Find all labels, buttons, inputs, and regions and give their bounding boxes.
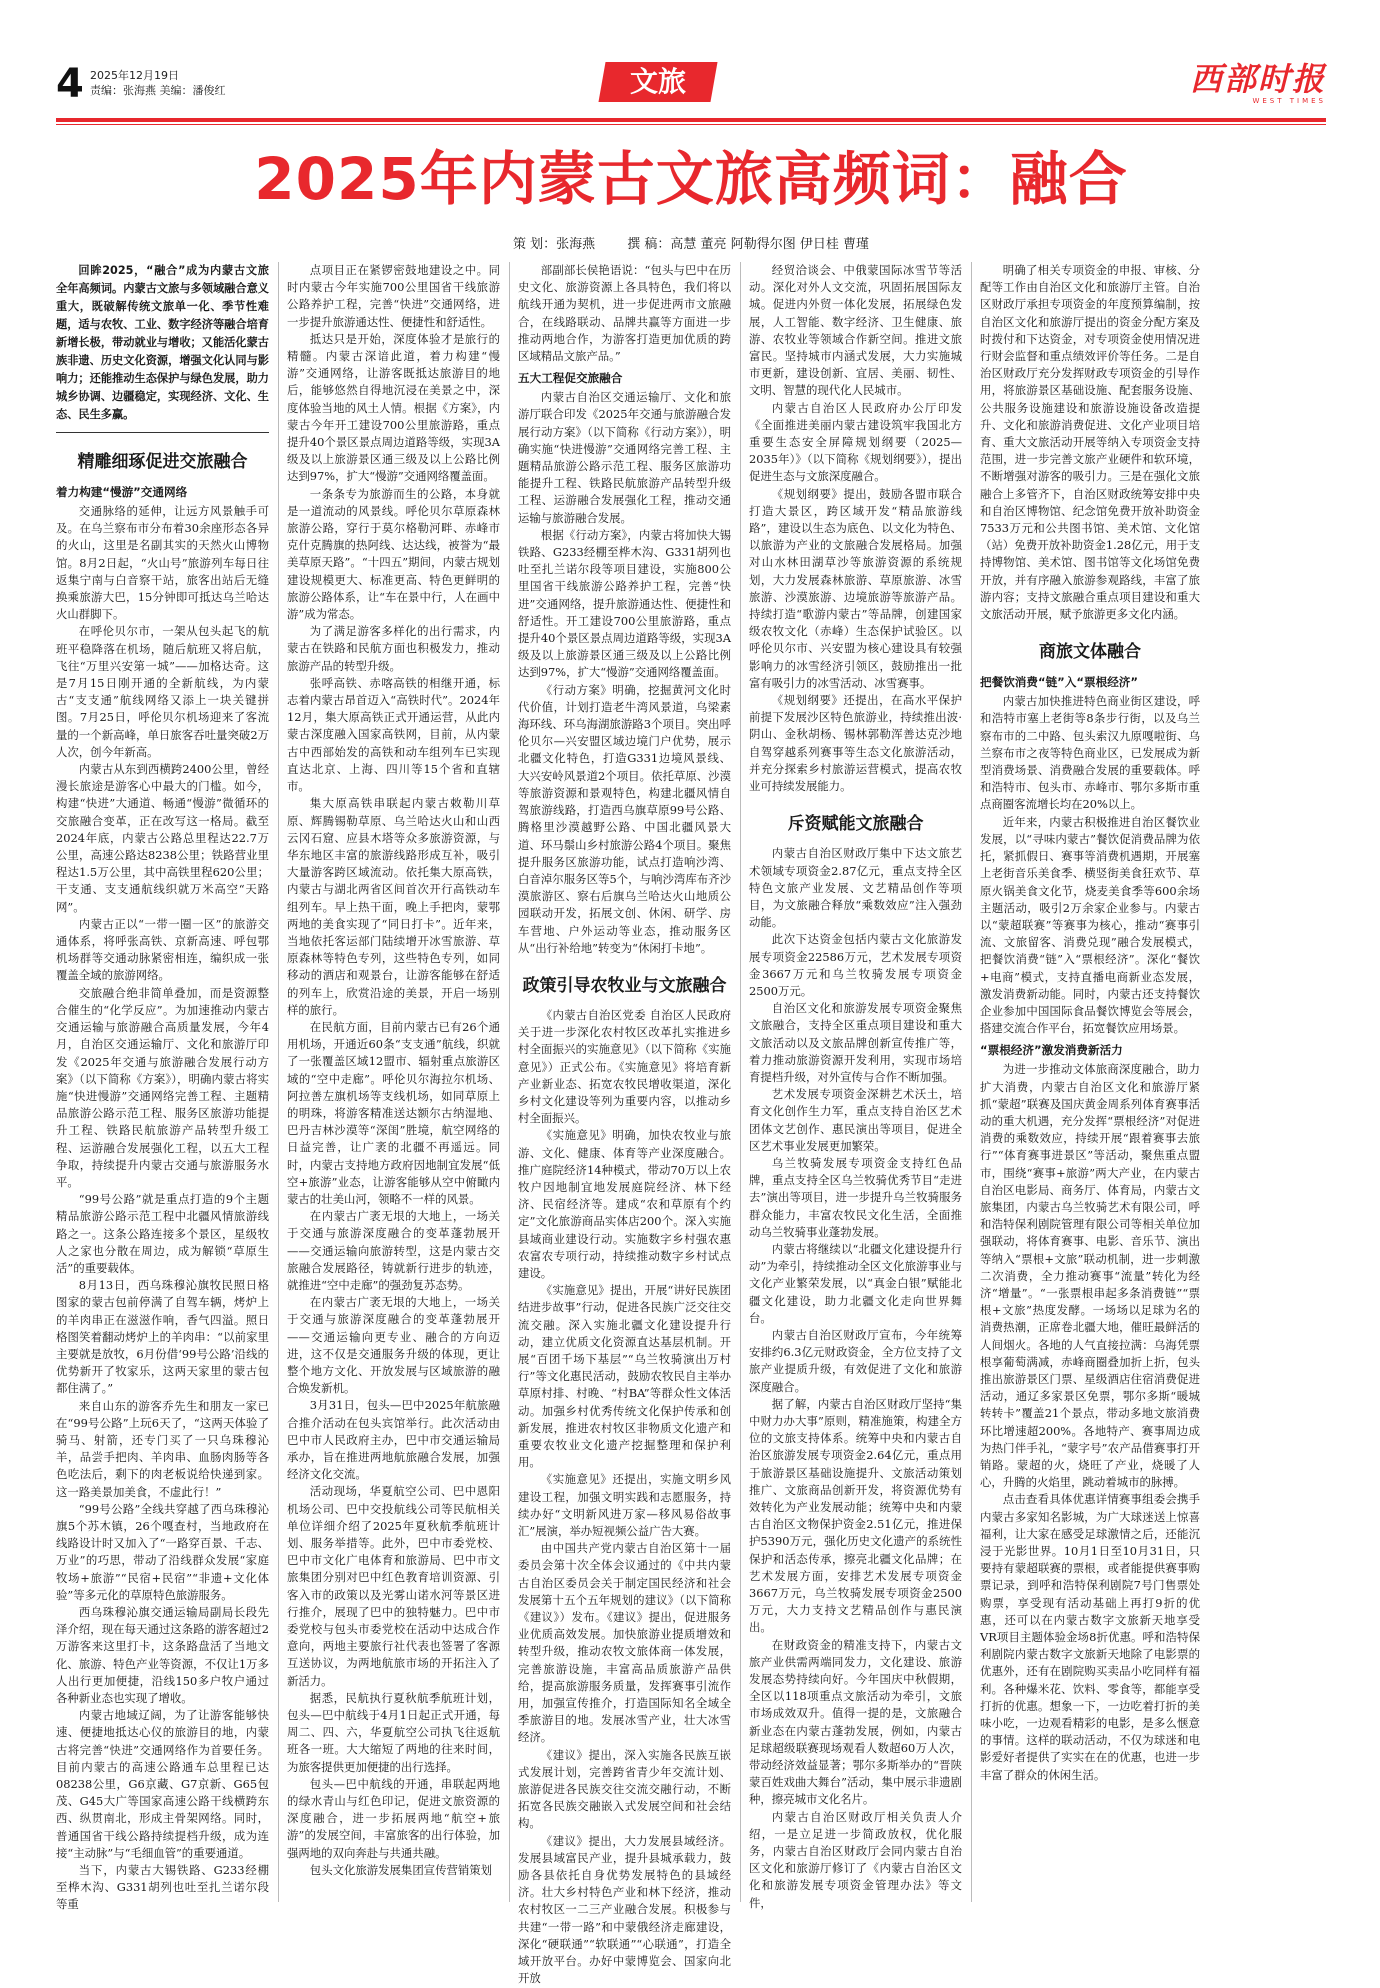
column-2 bbox=[287, 262, 500, 1902]
paragraph: 内蒙古加快推进特色商业街区建设，呼和浩特市塞上老街等8条步行街，以及乌兰察布市的二中路、包头索汉九原嘎啦街、乌兰察布市之夜等特色商业区，已发展成为新型消费场景、消费融合发展的重要载体。呼和浩特市、包头市、赤峰市、鄂尔多斯市重点商圈客流增长均在20%以上。 bbox=[980, 694, 1200, 812]
headline: 2025年内蒙古文旅高频词：融合 bbox=[254, 145, 1128, 213]
paragraph: 3月31日，包头—巴中2025年航旅融合推介活动在包头宾馆举行。此次活动由巴中市人民政府主办，巴中市交通运输局承办，旨在推进两地航旅融合发展，加强经济文化交流。 bbox=[287, 1398, 500, 1482]
logo-text: 西部时报 bbox=[1189, 60, 1326, 98]
column-5 bbox=[980, 262, 1200, 1902]
paragraph: 抵达只是开始，深度体验才是旅行的精髓。内蒙古深谙此道，着力构建“慢游”交通网络，让游客既抵达旅游目的地后，能够悠然自得地沉浸在美景之中，深度体验当地的风土人情。根据《方案》，内蒙古今年开工建设700公里旅游路，重点提升40个景区景点周边道路等级，实现3A级及以上旅游景区通三级及以上公路比例达到97%，扩大“慢游”交通网络覆盖面。 bbox=[287, 331, 500, 484]
column-3 bbox=[518, 262, 731, 1986]
article-body bbox=[287, 262, 500, 1879]
paragraph: 据了解，内蒙古自治区财政厅坚持“集中财力办大事”原则，精准施策，构建全方位的文旅支持体系。统筹中央和内蒙古自治区旅游发展专项资金2.64亿元，重点用于旅游景区基础设施提升、文旅活动策划推广、文旅商品创新开发，将资源优势有效转化为产业发展动能；统筹中央和内蒙古自治区文物保护资金2.51亿元，推进保护5390万元，强化历史文化遗产的系统性保护和活态传承，擦亮北疆文化品牌；在艺术发展方面，安排艺术发展专项资金3667万元，乌兰牧骑发展专项资金2500万元，大力支持文艺精品创作与惠民演出。 bbox=[749, 1396, 962, 1635]
article-body bbox=[980, 693, 1200, 1037]
newspaper-logo bbox=[1176, 62, 1326, 110]
article-body bbox=[749, 262, 962, 795]
paragraph: 自治区文化和旅游发展专项资金聚焦文旅融合，支持全区重点项目建设和重大文旅活动以及文旅品牌创新宣传推广等，着力推动旅游资源开发利用，实现市场培育提档升级，对外宣传与合作不断加强。 bbox=[749, 1001, 962, 1084]
paragraph: 内蒙古从东到西横跨2400公里，曾经漫长旅途是游客心中最大的门槛。如今，构建“快进”大通道、畅通“慢游”微循环的交旅融合变革，正在改写这一格局。截至2024年底，内蒙古公路总里程达22.7万公里，高速公路达8238公里；铁路营业里程达1.5万公里，其中高铁里程620公里；干支通、支支通航线织就万米高空“天路网”。 bbox=[56, 762, 269, 914]
paragraph: 西乌珠穆沁旗交通运输局副局长段先泽介绍，现在每天通过这条路的游客超过2万游客来这里打卡，这条路盘活了当地文化、旅游、特色产业等资源，不仅让1万多人出行更加便捷，沿线150多户牧户通过各种新业态也实现了增收。 bbox=[56, 1605, 269, 1706]
paragraph: 《实施意见》还提出，实施文明乡风建设工程，加强文明实践和志愿服务，持续办好“文明新风进万家—移风易俗故事汇”展演，举办短视频公益广告大赛。 bbox=[518, 1472, 731, 1539]
paragraph: 明确了相关专项资金的申报、审核、分配等工作由自治区文化和旅游厅主管。自治区财政厅承担专项资金的年度预算编制，按自治区文化和旅游厅提出的资金分配方案及时拨付和下达资金，对专项资金使用情况进行财会监督和重点绩效评价等任务。二是自治区财政厅充分发挥财政专项资金的引导作用，将旅游景区基础设施、配套服务设施、公共服务设施建设和旅游设施设备改造提升、文化和旅游消费促进、文化产业项目培育、重大文旅活动开展等纳入专项资金支持范围，进一步完善文旅产业硬件和软环境，不断增强对游客的吸引力。三是在强化文旅融合上多管齐下，自治区财政统筹安排中央和自治区博物馆、纪念馆免费开放补助资金7533万元和公共图书馆、美术馆、文化馆（站）免费开放补助资金1.28亿元，用于支持博物馆、美术馆、图书馆等文化场馆免费开放，并有序融入旅游参观路线，丰富了旅游内容；支持文旅融合重点项目建设和重大文旅活动开展，赋予旅游更多文化内涵。 bbox=[980, 263, 1200, 622]
paragraph: 在内蒙古广袤无垠的大地上，一场关于交通与旅游深度融合的变革蓬勃展开——交通运输向更专业、融合的方向迈进，这不仅是交通服务升级的体现，更让整个地方文化、开放发展与区域旅游的融合焕发新机。 bbox=[287, 1295, 500, 1396]
header-rule-thin bbox=[56, 124, 1326, 125]
paragraph: 交旅融合绝非简单叠加，而是资源整合催生的“化学反应”。为加速推动内蒙古交通运输与旅游融合高质量发展，今年4月，自治区交通运输厅、文化和旅游厅印发《2025年交通与旅游融合发展行动方案》（以下简称《方案》），明确内蒙古将实施“快进慢游”交通网络完善工程、主题精品旅游公路示范工程、服务区旅游功能提升工程、铁路民航旅游产品转型升级工程、运游融合发展强化工程，以五大工程争取，持续提升内蒙古交通与旅游服务水平。 bbox=[56, 985, 269, 1189]
paragraph: 《实施意见》提出，开展“讲好民族团结进步故事”行动，促进各民族广泛交往交流交融。深入实施北疆文化建设提升行动，建立优质文化资源直达基层机制。开展“百团千场下基层”“乌兰牧骑演出万村行”等文化惠民活动，鼓励农牧民自主举办草原村排、村晚、“村BA”等群众性文体活动。加强乡村优秀传统文化保护传承和创新发展，推进农村牧区非物质文化遗产和重要农牧业文化遗产挖掘整理和保护利用。 bbox=[518, 1283, 731, 1470]
paragraph: 根据《行动方案》，内蒙古将加快大锡铁路、G233经棚至桦木沟、G331胡列也吐至扎兰诺尔段等项目建设，实施800公里国省干线旅游公路养护工程，完善“快进”交通网络，提升旅游通达性、便捷性和舒适性。开工建设700公里旅游路，重点提升40个景区景点周边道路等级，实现3A级及以上旅游景区通三级及以上公路比例达到97%，扩大“慢游”交通网络覆盖面。 bbox=[518, 527, 731, 680]
paragraph: 《内蒙古自治区党委 自治区人民政府关于进一步深化农村牧区改革扎实推进乡村全面振兴的实施意见》（以下简称《实施意见》）正式公布。《实施意见》将培育新产业新业态、拓宽农牧民增收渠道，深化乡村文化建设等列为重要内容，以推动乡村全面振兴。 bbox=[518, 1007, 731, 1126]
paragraph: 为了满足游客多样化的出行需求，内蒙古在铁路和民航方面也积极发力，推动旅游产品的转型升级。 bbox=[287, 624, 500, 673]
paragraph: 点项目正在紧锣密鼓地建设之中。同时内蒙古今年实施700公里国省干线旅游公路养护工程，完善“快进”交通网络，进一步提升旅游通达性、便捷性和舒适性。 bbox=[287, 263, 500, 329]
paragraph: 在内蒙古广袤无垠的大地上，一场关于交通与旅游深度融合的变革蓬勃展开——交通运输向旅游转型，这是内蒙古交旅融合发展路径，铸就新行进步的轨迹，就推进“空中走廊”的强劲复苏态势。 bbox=[287, 1209, 500, 1292]
paragraph: 此次下达资金包括内蒙古文化旅游发展专项资金22586万元，艺术发展专项资金3667万元和乌兰牧骑发展专项资金2500万元。 bbox=[749, 932, 962, 998]
column-4 bbox=[749, 262, 962, 1910]
paragraph: “99号公路”就是重点打造的9个主题精品旅游公路示范工程中北疆风情旅游线路之一。这条公路连接多个景区，星级牧人之家也分散在周边，成为解锁“草原生活”的重要载体。 bbox=[56, 1192, 269, 1275]
page-header bbox=[56, 62, 1326, 116]
paragraph: 据悉，民航执行夏秋航季航班计划，包头—巴中航线于4月1日起正式开通，每周二、四、六，华夏航空公司执飞往返航班各一班。大大缩短了两地的往来时间，为旅客提供更加便捷的出行选择。 bbox=[287, 1690, 500, 1774]
paragraph: 包头文化旅游发展集团宣传营销策划 bbox=[309, 1862, 493, 1877]
paragraph: 集大原高铁串联起内蒙古敕勒川草原、辉腾锡勒草原、乌兰哈达火山和山西云冈石窟、应县木塔等众多旅游资源，与华东地区丰富的旅游线路形成互补，吸引大量游客跨区域流动。依托集大原高铁，内蒙古与湖北两省区间首次开行高铁动车组列车。早上热干面，晚上手把肉，蒙鄂两地的美食实现了“同日打卡”。近年来，当地依托客运部门陆续增开冰雪旅游、草原森林等特色专列，这些特色专列，如同移动的酒店和观景台，让游客能够在舒适的列车上，欣赏沿途的美景，开启一场别样的旅行。 bbox=[287, 796, 500, 1017]
logo-subtext: WEST TIMES bbox=[1252, 97, 1326, 105]
byline bbox=[56, 233, 1326, 252]
paragraph: 乌兰牧骑发展专项资金支持红色品牌，重点支持全区乌兰牧骑优秀节目“走进去”演出等项目，进一步提升乌兰牧骑服务群众能力，丰富农牧民文化生活，全面推动乌兰牧骑事业蓬勃发展。 bbox=[749, 1155, 962, 1239]
paragraph: 包头—巴中航线的开通，串联起两地的绿水青山与红色印记，促进文旅资源的深度融合，进一步拓展两地“航空+旅游”的发展空间，丰富旅客的出行体验，加强两地的双向奔赴与共通共融。 bbox=[287, 1776, 500, 1860]
header-rule bbox=[56, 118, 1326, 122]
column-divider bbox=[278, 262, 279, 1902]
column-1 bbox=[56, 262, 269, 1912]
article-body bbox=[518, 389, 731, 957]
paragraph: 经贸洽谈会、中俄蒙国际冰雪节等活动。深化对外人文交流，巩固拓展国际友城。促进内外贸一体化发展，拓展绿色发展，人工智能、数字经济、卫生健康、旅游、农牧业等领域合作新空间。推进文旅富民。坚持城市内涵式发展，大力实施城市更新，建设创新、宜居、美丽、韧性、文明、智慧的现代化人民城市。 bbox=[749, 263, 962, 398]
editors-credit: 责编：张海燕 美编：潘俊红 bbox=[90, 84, 226, 97]
paragraph: 内蒙古自治区财政厅相关负责人介绍，一是立足进一步简政放权，优化服务，内蒙古自治区财政厅会同内蒙古自治区文化和旅游厅修订了《内蒙古自治区文化和旅游发展专项资金管理办法》等文件， bbox=[749, 1809, 962, 1910]
paragraph: 由中国共产党内蒙古自治区第十一届委员会第十次全体会议通过的《中共内蒙古自治区委员会关于制定国民经济和社会发展第十五个五年规划的建议》（以下简称《建议》）发布。《建议》提出，促进服务业优质高效发展。加快旅游业提质增效和转型升级，推动农牧文旅体商一体发展，完善旅游设施，丰富高品质旅游产品供给，提高旅游服务质量，发挥赛事引流作用，加强宣传推介，打造国际知名全域全季旅游目的地。发展冰雪产业，壮大冰雪经济。 bbox=[518, 1541, 731, 1745]
paragraph: 内蒙古地域辽阔，为了让游客能够快速、便捷地抵达心仪的旅游目的地，内蒙古将完善“快进”交通网络作为首要任务。目前内蒙古的高速公路通车总里程已达08238公里，G6京藏、G7京新、G65包茂、G45大广等国家高速公路干线横跨东西、纵贯南北，形成主骨架网络。同时，普通国省干线公路持续提档升级，成为连接“主动脉”与“毛细血管”的重要通道。 bbox=[56, 1708, 269, 1860]
paragraph: 来自山东的游客乔先生和朋友一家已在“99号公路”上玩6天了，“这两天体验了骑马、射箭，还专门买了一只乌珠穆沁羊，品尝手把肉、羊肉串、血肠肉肠等各色吃法后，剩下的肉老板说给快递到家。这一路美景加美食，不虚此行！” bbox=[56, 1398, 269, 1499]
planner-credit: 策 划：张海燕 bbox=[513, 237, 596, 252]
lead-paragraph: 回眸2025，“融合”成为内蒙古文旅全年高频词。内蒙古文旅与多领域融合意义重大，既破解传统文旅单一化、季节性难题，适与农牧、工业、数字经济等融合培育新增长极，带动就业与增收；又能活化蒙古族非遗、历史文化资源，增强文化认同与影响力；还能推动生态保护与绿色发展，助力城乡协调、边疆稳定，实现经济、文化、生态、民生多赢。 bbox=[56, 264, 269, 421]
paragraph: 艺术发展专项资金深耕艺术沃土，培育文化创作生力军，重点支持自治区艺术团体文艺创作、惠民演出等项目，促进全区艺术事业发展更加繁荣。 bbox=[749, 1087, 962, 1153]
paragraph: 内蒙古正以“一带一圈一区”的旅游交通体系，将呼张高铁、京新高速、呼包鄂机场群等交通动脉紧密相连，编织成一张覆盖全域的旅游网络。 bbox=[56, 916, 269, 983]
paragraph: 《实施意见》明确，加快农牧业与旅游、文化、健康、体育等产业深度融合。推广庭院经济14种模式，带动70万以上农牧户因地制宜地发展庭院经济、林下经济、民宿经济等。建成“农和草原有个约定”文化旅游商品实体店200个。深入实施县域商业建设行动。实施数字乡村强农惠农富农专项行动，持续推动数字乡村试点建设。 bbox=[518, 1128, 731, 1280]
column-divider bbox=[509, 262, 510, 1902]
article-body bbox=[56, 503, 269, 1914]
subheading: “票根经济”激发消费新活力 bbox=[980, 1043, 1123, 1058]
article-body bbox=[518, 262, 731, 365]
paragraph: 内蒙古自治区财政厅集中下达文旅艺术领域专项资金2.87亿元，重点支持全区特色文旅产业发展、文艺精品创作等项目，为文旅融合释放“乘数效应”注入强劲动能。 bbox=[749, 846, 962, 930]
paragraph: 内蒙古将继续以“北疆文化建设提升行动”为牵引，持续推动全区文化旅游事业与文化产业繁荣发展，以“真金白银”赋能北疆文化建设，助力北疆文化走向世界舞台。 bbox=[749, 1241, 962, 1325]
writers-credit: 撰 稿：高慧 董亮 阿勒得尔图 伊日桂 曹瑾 bbox=[627, 237, 869, 252]
paragraph: 在民航方面，目前内蒙古已有26个通用机场，开通近60条“支支通”航线，织就了一张覆盖区域12盟市、辐射重点旅游区域的“空中走廊”。呼伦贝尔海拉尔机场、阿拉善左旗机场等支线机场，如同草原上的明珠，将游客精准送达额尔古纳湿地、巴丹吉林沙漠等“深闺”胜境，航空网络的日益完善，让广袤的北疆不再遥远。同时，内蒙古支持地方政府因地制宜发展“低空+旅游”业态，让游客能够从空中俯瞰内蒙古的壮美山河，领略不一样的风景。 bbox=[287, 1019, 500, 1206]
paragraph: 内蒙古自治区人民政府办公厅印发《全面推进美丽内蒙古建设筑牢我国北方重要生态安全屏障规划纲要（2025—2035年）》（以下简称《规划纲要》），提出促进生态与文旅深度融合。 bbox=[749, 400, 962, 484]
page-number: 4 bbox=[56, 61, 84, 107]
section-heading: 商旅文体融合 bbox=[1039, 642, 1141, 663]
paragraph: 点击查看具体优惠详情赛事组委会携手内蒙古多家知名影城，为广大球迷送上惊喜福利，让大家在感受足球激情之后，还能沉浸于光影世界。10月1日至10月31日，只要持有蒙超联赛的票根，或者能提供赛事购票记录，到呼和浩特保利剧院7号门售票处购票，享受现有活动基础上再打9折的优惠，还可以在内蒙古数字文旅新天地享受VR项目主题体验金场8折优惠。呼和浩特保利剧院内蒙古数字文旅新天地除了电影票的优惠外，还有在剧院购买卖品小吃同样有福利。各种爆米花、饮料、零食等，都能享受打折的优惠。想象一下，一边吃着打折的美味小吃，一边观看精彩的电影，是多么惬意的事情。这样的联动活动，不仅为球迷和电影爱好者提供了实实在在的优惠，也进一步丰富了群众的休闲生活。 bbox=[980, 1492, 1200, 1782]
lead-box bbox=[56, 262, 269, 433]
column-divider bbox=[971, 262, 972, 1902]
article-body bbox=[980, 262, 1200, 623]
paragraph: 《行动方案》明确，挖掘黄河文化时代价值，计划打造老牛湾风景道，乌梁素海环线、环乌海湖旅游路3个项目。突出呼伦贝尔—兴安盟区域边境门户优势，展示北疆文化特色，打造G331边境风景线、大兴安岭风景道2个项目。依托草原、沙漠等旅游资源和景观特色，构建北疆风情自驾旅游线路，打造西乌旗草原99号公路、腾格里沙漠越野公路、中国北疆风景大道、环马鬃山乡村旅游公路4个项目。聚焦提升服务区旅游功能，试点打造响沙湾、白音淖尔服务区等5个，与响沙湾库布齐沙漠旅游区、察右后旗乌兰哈达火山地质公园联动开发，拓展文创、休闲、研学、房车营地、户外运动等业态，推动服务区从“出行补给地”转变为“休闲打卡地”。 bbox=[518, 682, 731, 955]
column-divider bbox=[740, 262, 741, 1902]
section-tag bbox=[598, 62, 717, 102]
article-body bbox=[749, 845, 962, 1912]
subheading: 把餐饮消费“链”入“票根经济” bbox=[980, 675, 1139, 690]
paragraph: 一条条专为旅游而生的公路，本身就是一道流动的风景线。呼伦贝尔草原森林旅游公路，穿行于莫尔格勒河畔、赤峰市克什克腾旗的热阿线、达达线，被誉为“最美草原天路”。“十四五”期间，内蒙古规划建设规模更大、标准更高、特色更鲜明的旅游公路体系，让“车在景中行，人在画中游”成为常态。 bbox=[287, 486, 500, 622]
paragraph: 内蒙古自治区交通运输厅、文化和旅游厅联合印发《2025年交通与旅游融合发展行动方案》（以下简称《行动方案》），明确实施“快进慢游”交通网络完善工程、主题精品旅游公路示范工程、服务区旅游功能提升工程、铁路民航旅游产品转型升级工程、运游融合发展强化工程，推动交通运输与旅游融合发展。 bbox=[518, 390, 731, 525]
paragraph: 《规划纲要》还提出，在高水平保护前提下发展沙区特色旅游业，持续推出波·阴山、金秋胡杨、锡林郭勒浑善达克沙地自驾穿越系列赛事等生态文化旅游活动，并充分探索乡村旅游运营模式，提高农牧业可持续发展能力。 bbox=[749, 693, 962, 794]
paragraph: 部副部长侯艳语说：“包头与巴中在历史文化、旅游资源上各具特色，我们将以航线开通为契机，进一步促进两市文旅融合，在线路联动、品牌共赢等方面进一步推动两地合作，为游客打造更加优质的跨区域精品文旅产品。” bbox=[518, 263, 731, 364]
paragraph: 《建议》提出，深入实施各民族互嵌式发展计划，完善跨省青少年交流计划、旅游促进各民族交往交流交融行动，不断拓宽各民族交融嵌入式发展空间和社会结构。 bbox=[518, 1747, 731, 1831]
paragraph: 张呼高铁、赤喀高铁的相继开通，标志着内蒙古昂首迈入“高铁时代”。2024年12月，集大原高铁正式开通运营，从此内蒙古深度融入国家高铁网，目前，从内蒙古中西部始发的高铁和动车组列车已实现直达北京、上海、四川等15个省和直辖市。 bbox=[287, 675, 500, 794]
paragraph: 当下，内蒙古大锡铁路、G233经棚至桦木沟、G331胡列也吐至扎兰诺尔段等重 bbox=[56, 1863, 269, 1912]
paragraph: 为进一步推动文体旅商深度融合，助力扩大消费，内蒙古自治区文化和旅游厅紧抓“蒙超”联赛及国庆黄金周系列体育赛事活动的重大机遇，充分发挥“票根经济”对促进消费的乘数效应，持续开展“跟着赛事去旅行”“体育赛事进景区”等活动，聚焦重点盟市，围绕“赛事+旅游”两大产业，在内蒙古自治区电影局、商务厅、体育局，内蒙古文旅集团，内蒙古乌兰牧骑艺术有限公司，呼和浩特保利剧院管理有限公司等相关单位加强联动，将体育赛事、电影、音乐节、演出等纳入“票根+文旅”联动机制，进一步刺激二次消费，全力推动赛事“流量”转化为经济“增量”。“一张票根串起多条消费链”“票根+文旅”热度发酵。一场场以足球为名的消费热潮，正席卷北疆大地，催旺最鲜活的人间烟火。各地的人气直接拉满：乌海凭票根享葡萄满减，赤峰商圈叠加折上折，包头推出旅游景区门票、星级酒店住宿消费促进活动，通辽多家景区免票，鄂尔多斯“暖城转转卡”覆盖21个景点，带动多地文旅消费环比增速超200%。各地特产、赛事周边成为热门伴手礼，“蒙字号”农产品借赛事打开销路。蒙超的火，烧旺了产业，烧暖了人心，升腾的火焰里，跳动着城市的脉搏。 bbox=[980, 1062, 1200, 1490]
paragraph: 交通脉络的延伸，让远方风景触手可及。在乌兰察布市分布着30余座形态各异的火山，这里是名副其实的天然火山博物馆。8月2日起，“火山号”旅游列车每日往返集宁南与白音察干站，旅客出站后无缝换乘旅游大巴，15分钟即可抵达乌兰哈达火山群脚下。 bbox=[56, 504, 269, 622]
issue-date: 2025年12月19日 bbox=[90, 69, 179, 82]
paragraph: 8月13日，西乌珠穆沁旗牧民照日格图家的蒙古包前停满了自驾车辆，烤炉上的羊肉串正在滋滋作响，香气四溢。照日格图笑着翻动烤炉上的羊肉串：“以前家里主要就是放牧，6月份借‘99号公路’沿线的优势新开了牧家乐，这两天家里的蒙古包都住满了。” bbox=[56, 1278, 269, 1396]
section-heading: 政策引导农牧业与文旅融合 bbox=[522, 975, 727, 996]
subheading: 五大工程促交旅融合 bbox=[518, 371, 623, 386]
section-heading: 斥资赋能文旅融合 bbox=[787, 814, 924, 835]
article-body bbox=[518, 1007, 731, 1988]
paragraph: 内蒙古自治区财政厅宣布，今年统筹安排约6.3亿元财政资金，全方位支持了文旅产业提质升级，有效促进了文化和旅游深度融合。 bbox=[749, 1327, 962, 1394]
paragraph: 近年来，内蒙古积极推进自治区餐饮业发展，以“寻味内蒙古”餐饮促消费品牌为依托，紧抓假日、赛事等消费机遇期，开展塞上老街音乐美食季、横竖街美食狂欢节、草原火锅美食文化节，烧麦美食季等600余场主题活动，吸引2万余家企业参与。内蒙古以“蒙超联赛”等赛事为核心，推动“赛事引流、文旅留客、消费兑现”融合发展模式，把餐饮消费“链”入“票根经济”。深化“餐饮+电商”模式，支持直播电商新业态发展，激发消费新动能。同时，内蒙古还支持餐饮企业参加中国国际食品餐饮博览会等展会，搭建交流合作平台，拓宽餐饮应用场景。 bbox=[980, 814, 1200, 1036]
section-heading: 精雕细琢促进交旅融合 bbox=[77, 452, 248, 472]
paragraph: 《建议》提出，大力发展县域经济。发展县域富民产业，提升县城承载力，鼓励各县依托自身优势发展特色的县域经济。壮大乡村特色产业和林下经济，推动农村牧区一二三产业融合发展。积极参与共建“一带一路”和中蒙俄经济走廊建设，深化“硬联通”“软联通”“心联通”，打造全域开放平台。办好中蒙博览会、国家向北开放 bbox=[518, 1833, 731, 1986]
paragraph: 在财政资金的精准支持下，内蒙古文旅产业供需两端同发力，文化建设、旅游发展态势持续向好。今年国庆中秋假期，全区以118项重点文旅活动为牵引，文旅市场成效双升。值得一提的是，文旅融合新业态在内蒙古蓬勃发展，例如，内蒙古足球超级联赛现场观看人数超60万人次，带动经济效益显著；鄂尔多斯举办的“晋陕蒙百姓戏曲大舞台”活动，集中展示非遗剧种，擦亮城市文化名片。 bbox=[749, 1637, 962, 1807]
paragraph: 在呼伦贝尔市，一架从包头起飞的航班平稳降落在机场，随后航班又将启航，飞往“万里兴安第一城”——加格达奇。这是7月15日刚开通的全新航线，为内蒙古“支支通”航线网络又添上一块关键拼图。7月25日，呼伦贝尔机场迎来了客流量的一个新高峰，单日旅客吞吐量突破2万人次，创今年新高。 bbox=[56, 624, 269, 759]
section-tag-label: 文旅 bbox=[629, 65, 686, 98]
paragraph: 《规划纲要》提出，鼓励各盟市联合打造大景区，跨区域开发“精品旅游线路”，建设以生态为底色、以文化为特色、以旅游为产业的文旅融合发展格局。加强对山水林田湖草沙等旅游资源的系统规划，大力发展森林旅游、草原旅游、冰雪旅游、沙漠旅游、边境旅游等旅游产品。持续打造“歌游内蒙古”等品牌，创建国家级农牧文化（赤峰）生态保护试验区。以呼伦贝尔市、兴安盟为核心建设具有较强影响力的冰雪经济引领区，鼓励推出一批富有吸引力的冰雪活动、冰雪赛事。 bbox=[749, 486, 962, 690]
header-meta bbox=[90, 68, 226, 98]
article-body bbox=[980, 1061, 1200, 1784]
subheading: 着力构建“慢游”交通网络 bbox=[56, 485, 188, 499]
paragraph: 活动现场，华夏航空公司、巴中恩阳机场公司、巴中交投航线公司等民航相关单位详细介绍了2025年夏秋航季航班计划、服务举措等。此外，巴中市委党校、巴中市文化广电体育和旅游局、巴中市文旅集团分别对巴中红色教育培训资源、引客入市的政策以及光雾山诺水河等景区进行推介，展现了巴中的独特魅力。巴中市委党校与包头市委党校在活动中达成合作意向，两地主要旅行社代表也签署了客源互送协议，为两地航旅市场的开拓注入了新活力。 bbox=[287, 1484, 500, 1688]
paragraph: “99号公路”全线共穿越了西乌珠穆沁旗5个苏木镇，26个嘎查村，当地政府在线路设计时又加入了“一路穿百景、千志、万业”的巧思，带动了沿线群众发展“家庭牧场+旅游”“民宿+民宿”“非遗+文化体验”等多元化的草原特色旅游服务。 bbox=[56, 1501, 269, 1602]
